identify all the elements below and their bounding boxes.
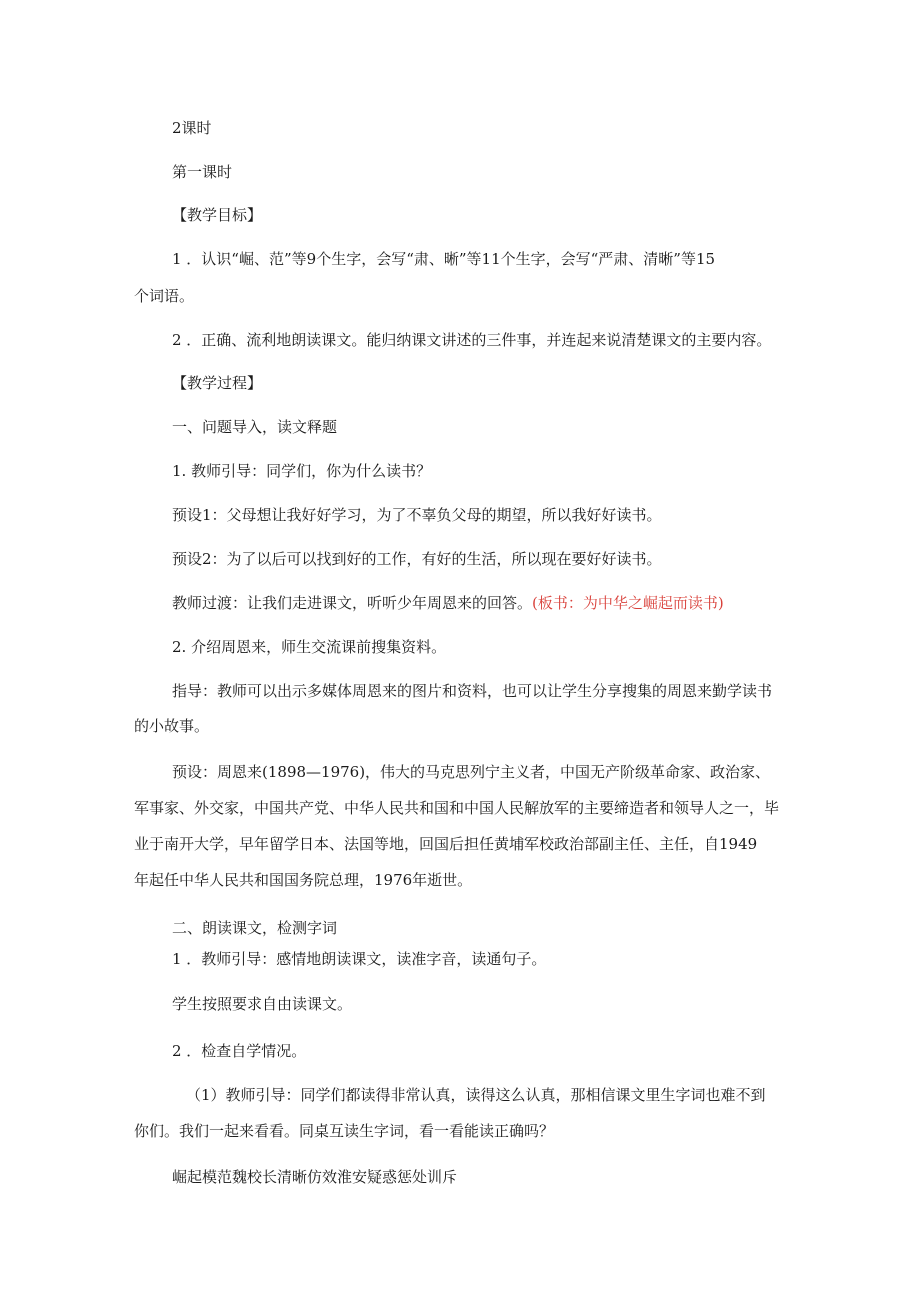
goal-1-line-2: 个词语。	[134, 287, 195, 305]
vocabulary-list: 崛起模范魏校长清晰仿效淮安疑惑惩处训斥	[172, 1168, 458, 1186]
lesson-count: 2课时	[172, 119, 212, 137]
section-2-item-2: 2 ．检查自学情况。	[172, 1042, 307, 1060]
transition-text: 教师过渡：让我们走进课文，听听少年周恩来的回答。	[172, 594, 533, 612]
section-2-title: 二、朗读课文，检测字词	[172, 919, 338, 937]
sub-item-1-line-2: 你们。我们一起来看看。同桌互读生字词，看一看能读正确吗？	[134, 1122, 555, 1140]
section-2-item-1: 1 ．教师引导：感情地朗读课文，读准字音，读通句子。	[172, 950, 547, 968]
bio-line-1: 预设：周恩来(1898—1976)，伟大的马克思列宁主义者，中国无产阶级革命家、政治家、	[172, 763, 771, 781]
section-1-item-1: 1. 教师引导：同学们，你为什么读书？	[172, 462, 432, 480]
bio-line-3: 业于南开大学，早年留学日本、法国等地，回国后担任黄埔军校政治部副主任、主任，自1949	[134, 835, 758, 853]
process-heading: 【教学过程】	[172, 374, 263, 392]
guide-line-2: 的小故事。	[134, 717, 210, 735]
bio-line-2: 军事家、外交家，中国共产党、中华人民共和国和中国人民解放军的主要缔造者和领导人之一，毕	[134, 799, 780, 817]
preset-2: 预设2：为了以后可以找到好的工作，有好的生活，所以现在要好好读书。	[172, 550, 662, 568]
preset-1: 预设1：父母想让我好好学习，为了不辜负父母的期望，所以我好好读书。	[172, 506, 662, 524]
goal-2: 2 ．正确、流利地朗读课文。能归纳课文讲述的三件事，并连起来说清楚课文的主要内容。	[172, 331, 772, 349]
section-1-title: 一、问题导入，读文释题	[172, 418, 338, 436]
board-note: (板书：为中华之崛起而读书)	[532, 594, 724, 612]
first-lesson-heading: 第一课时	[172, 163, 233, 181]
goal-1-line-1: 1 ．认识“崛、范”等9个生字，会写“肃、晰”等11个生字，会写“严肃、清晰”等15	[172, 250, 716, 268]
sub-item-1-line-1: （1）教师引导：同学们都读得非常认真，读得这么认真，那相信课文里生字词也难不到	[186, 1086, 766, 1104]
guide-line-1: 指导：教师可以出示多媒体周恩来的图片和资料，也可以让学生分享搜集的周恩来勤学读书	[172, 682, 773, 700]
bio-line-4: 年起任中华人民共和国国务院总理，1976年逝世。	[134, 871, 473, 889]
goals-heading: 【教学目标】	[172, 206, 263, 224]
free-reading: 学生按照要求自由读课文。	[172, 995, 353, 1013]
section-1-item-2: 2. 介绍周恩来，师生交流课前搜集资料。	[172, 638, 447, 656]
teacher-transition	[172, 593, 724, 613]
